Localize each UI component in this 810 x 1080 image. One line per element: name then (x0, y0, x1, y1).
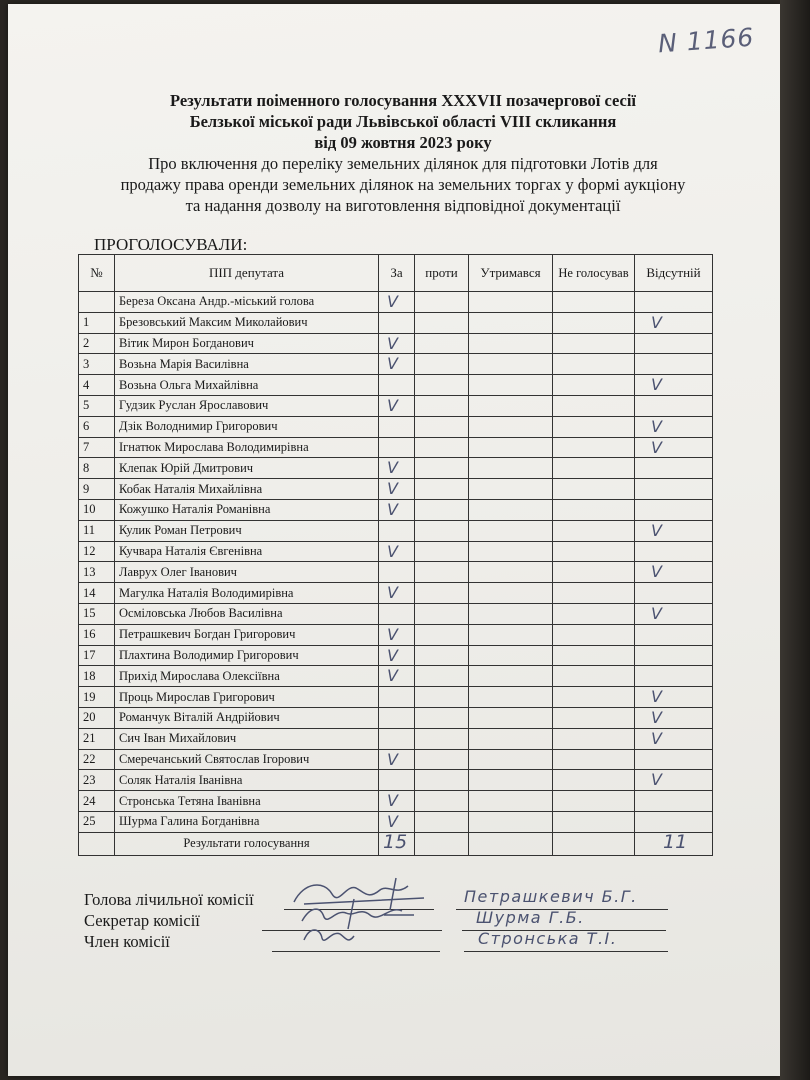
handwritten-doc-number: N 1166 (657, 22, 756, 59)
vote-cell-abstained (469, 583, 553, 604)
checkmark-icon: V (387, 749, 398, 769)
vote-cell-not-voted (553, 666, 635, 687)
vote-cell-absent (635, 687, 713, 708)
deputy-name: Кулик Роман Петрович (115, 520, 379, 541)
vote-cell-abstained (469, 312, 553, 333)
vote-cell-not-voted (553, 687, 635, 708)
vote-cell-not-voted (553, 437, 635, 458)
checkmark-icon: V (651, 437, 662, 457)
vote-cell-for (379, 333, 415, 354)
deputy-name: Прихід Мирослава Олексіївна (115, 666, 379, 687)
col-not-voted: Не голосував (553, 255, 635, 292)
vote-cell-not-voted (553, 520, 635, 541)
checkmark-icon: V (387, 583, 398, 603)
deputy-name: Лаврух Олег Іванович (115, 562, 379, 583)
table-row (79, 603, 713, 624)
vote-cell-not-voted (553, 458, 635, 479)
row-number (79, 292, 115, 313)
vote-cell-absent (635, 395, 713, 416)
row-number: 8 (79, 458, 115, 479)
vote-cell-not-voted (553, 603, 635, 624)
row-number: 25 (79, 811, 115, 832)
vote-cell-abstained (469, 375, 553, 396)
vote-cell-abstained (469, 458, 553, 479)
vote-cell-abstained (469, 499, 553, 520)
vote-cell-abstained (469, 728, 553, 749)
vote-cell-abstained (469, 292, 553, 313)
signatory-name: Шурма Г.Б. (476, 908, 585, 927)
header-date-line: від 09 жовтня 2023 року (314, 133, 492, 152)
vote-cell-abstained (469, 707, 553, 728)
checkmark-icon: V (387, 624, 398, 644)
deputy-name: Магулка Наталія Володимирівна (115, 583, 379, 604)
vote-cell-absent (635, 312, 713, 333)
vote-cell-abstained (469, 811, 553, 832)
table-row (79, 770, 713, 791)
vote-cell-for (379, 749, 415, 770)
vote-cell-against (415, 645, 469, 666)
table-row (79, 395, 713, 416)
vote-cell-against (415, 437, 469, 458)
vote-cell-not-voted (553, 770, 635, 791)
vote-cell-against (415, 811, 469, 832)
total-for-value: 15 (383, 832, 408, 853)
vote-cell-for (379, 479, 415, 500)
vote-cell-absent (635, 437, 713, 458)
signature-block (84, 887, 684, 953)
signature-row-member (84, 929, 684, 953)
checkmark-icon: V (651, 707, 662, 727)
deputy-name: Брезовський Максим Миколайович (115, 312, 379, 333)
row-number: 3 (79, 354, 115, 375)
deputy-name: Плахтина Володимир Григорович (115, 645, 379, 666)
total-cell-abstained (469, 832, 553, 855)
vote-cell-for (379, 458, 415, 479)
vote-cell-not-voted (553, 479, 635, 500)
vote-cell-for (379, 811, 415, 832)
checkmark-icon: V (651, 562, 662, 582)
row-number: 17 (79, 645, 115, 666)
vote-cell-for (379, 603, 415, 624)
vote-cell-not-voted (553, 749, 635, 770)
vote-cell-not-voted (553, 707, 635, 728)
table-row (79, 624, 713, 645)
deputy-name: Кожушко Наталія Романівна (115, 499, 379, 520)
vote-cell-abstained (469, 520, 553, 541)
table-row (79, 707, 713, 728)
table-row (79, 416, 713, 437)
checkmark-icon: V (651, 603, 662, 623)
vote-cell-abstained (469, 603, 553, 624)
vote-cell-for (379, 645, 415, 666)
vote-cell-for (379, 666, 415, 687)
signature-role: Секретар комісії (84, 911, 200, 930)
row-number: 9 (79, 479, 115, 500)
signature-line (464, 951, 668, 952)
vote-cell-for (379, 541, 415, 562)
vote-cell-for (379, 583, 415, 604)
col-absent: Відсутній (635, 255, 713, 292)
header-subject-line-3: та надання дозволу на виготовлення відповідної документації (185, 196, 621, 215)
total-cell-for (379, 832, 415, 855)
col-name: ПІП депутата (115, 255, 379, 292)
deputy-name: Стронська Тетяна Іванівна (115, 791, 379, 812)
vote-cell-for (379, 499, 415, 520)
total-cell-absent (635, 832, 713, 855)
vote-cell-against (415, 791, 469, 812)
vote-cell-for (379, 728, 415, 749)
vote-cell-not-voted (553, 312, 635, 333)
deputy-name: Романчук Віталій Андрійович (115, 707, 379, 728)
signatory-name: Петрашкевич Б.Г. (464, 887, 638, 906)
vote-cell-not-voted (553, 333, 635, 354)
vote-cell-abstained (469, 624, 553, 645)
vote-cell-not-voted (553, 354, 635, 375)
vote-cell-absent (635, 354, 713, 375)
checkmark-icon: V (387, 811, 398, 831)
vote-cell-absent (635, 666, 713, 687)
vote-cell-absent (635, 645, 713, 666)
row-number: 5 (79, 395, 115, 416)
table-row (79, 749, 713, 770)
vote-cell-against (415, 395, 469, 416)
vote-cell-against (415, 520, 469, 541)
deputy-name: Осміловська Любов Василівна (115, 603, 379, 624)
table-row (79, 583, 713, 604)
vote-cell-against (415, 499, 469, 520)
deputy-name: Вітик Мирон Богданович (115, 333, 379, 354)
vote-cell-abstained (469, 541, 553, 562)
vote-cell-for (379, 416, 415, 437)
deputy-name: Дзік Володнимир Григорович (115, 416, 379, 437)
table-row (79, 333, 713, 354)
table-row (79, 499, 713, 520)
checkmark-icon: V (387, 645, 398, 665)
vote-cell-abstained (469, 333, 553, 354)
vote-cell-abstained (469, 687, 553, 708)
table-row (79, 562, 713, 583)
col-num: № (79, 255, 115, 292)
voted-label: ПРОГОЛОСУВАЛИ: (94, 235, 248, 254)
header-subject-line-2: продажу права оренди земельних ділянок на земельних торгах у формі аукціону (120, 175, 686, 194)
checkmark-icon: V (651, 687, 662, 707)
deputy-name: Возьна Ольга Михайлівна (115, 375, 379, 396)
checkmark-icon: V (387, 791, 398, 811)
row-number: 23 (79, 770, 115, 791)
vote-cell-absent (635, 624, 713, 645)
table-body (79, 292, 713, 856)
deputy-name: Возьна Марія Василівна (115, 354, 379, 375)
row-number: 4 (79, 375, 115, 396)
vote-cell-not-voted (553, 624, 635, 645)
table-row (79, 292, 713, 313)
signatory-name: Стронська Т.І. (478, 929, 618, 948)
row-number: 6 (79, 416, 115, 437)
vote-cell-absent (635, 707, 713, 728)
vote-cell-against (415, 666, 469, 687)
row-number: 19 (79, 687, 115, 708)
vote-cell-for (379, 375, 415, 396)
checkmark-icon: V (651, 312, 662, 332)
row-number: 15 (79, 603, 115, 624)
checkmark-icon: V (387, 354, 398, 374)
table-row (79, 437, 713, 458)
vote-cell-not-voted (553, 728, 635, 749)
deputy-name: Соляк Наталія Іванівна (115, 770, 379, 791)
vote-cell-for (379, 354, 415, 375)
vote-cell-abstained (469, 645, 553, 666)
vote-cell-absent (635, 541, 713, 562)
deputy-name: Проць Мирослав Григорович (115, 687, 379, 708)
vote-cell-not-voted (553, 541, 635, 562)
vote-cell-absent (635, 479, 713, 500)
row-number: 24 (79, 791, 115, 812)
vote-cell-against (415, 624, 469, 645)
vote-cell-abstained (469, 562, 553, 583)
vote-cell-abstained (469, 354, 553, 375)
deputy-name: Смеречанський Святослав Ігорович (115, 749, 379, 770)
vote-cell-against (415, 354, 469, 375)
vote-cell-against (415, 770, 469, 791)
table-row (79, 687, 713, 708)
vote-cell-against (415, 333, 469, 354)
vote-cell-for (379, 292, 415, 313)
table-row (79, 541, 713, 562)
vote-cell-against (415, 728, 469, 749)
vote-cell-for (379, 791, 415, 812)
totals-label: Результати голосування (115, 832, 379, 855)
checkmark-icon: V (387, 395, 398, 415)
checkmark-icon: V (387, 458, 398, 478)
row-number: 21 (79, 728, 115, 749)
vote-cell-absent (635, 728, 713, 749)
vote-cell-abstained (469, 437, 553, 458)
vote-cell-not-voted (553, 645, 635, 666)
checkmark-icon: V (387, 479, 398, 499)
vote-cell-absent (635, 811, 713, 832)
total-cell-against (415, 832, 469, 855)
table-row (79, 811, 713, 832)
checkmark-icon: V (387, 541, 398, 561)
table-row (79, 479, 713, 500)
vote-cell-for (379, 707, 415, 728)
row-number: 11 (79, 520, 115, 541)
vote-cell-abstained (469, 479, 553, 500)
vote-cell-for (379, 395, 415, 416)
checkmark-icon: V (387, 499, 398, 519)
vote-cell-against (415, 416, 469, 437)
deputy-name: Петрашкевич Богдан Григорович (115, 624, 379, 645)
row-number: 18 (79, 666, 115, 687)
vote-cell-not-voted (553, 395, 635, 416)
signature-role: Голова лічильної комісії (84, 890, 254, 909)
vote-cell-against (415, 479, 469, 500)
vote-cell-for (379, 770, 415, 791)
vote-cell-for (379, 562, 415, 583)
vote-cell-abstained (469, 395, 553, 416)
table-row (79, 666, 713, 687)
vote-cell-not-voted (553, 583, 635, 604)
table-row (79, 312, 713, 333)
deputy-name: Сич Іван Михайлович (115, 728, 379, 749)
row-number: 20 (79, 707, 115, 728)
checkmark-icon: V (651, 520, 662, 540)
vote-cell-abstained (469, 416, 553, 437)
deputy-name: Клепак Юрій Дмитрович (115, 458, 379, 479)
table-row (79, 375, 713, 396)
totals-empty-cell (79, 832, 115, 855)
checkmark-icon: V (651, 770, 662, 790)
vote-cell-against (415, 603, 469, 624)
vote-cell-absent (635, 333, 713, 354)
vote-cell-against (415, 583, 469, 604)
vote-cell-absent (635, 749, 713, 770)
vote-cell-for (379, 312, 415, 333)
header-subject-line-1: Про включення до переліку земельних ділянок для підготовки Лотів для (148, 154, 658, 173)
vote-cell-absent (635, 770, 713, 791)
vote-cell-not-voted (553, 791, 635, 812)
vote-cell-absent (635, 499, 713, 520)
vote-cell-not-voted (553, 416, 635, 437)
vote-cell-abstained (469, 791, 553, 812)
row-number: 12 (79, 541, 115, 562)
vote-cell-absent (635, 458, 713, 479)
background-edge (780, 0, 810, 1080)
table-row (79, 354, 713, 375)
totals-row (79, 832, 713, 855)
row-number: 14 (79, 583, 115, 604)
checkmark-icon: V (651, 728, 662, 748)
vote-cell-against (415, 375, 469, 396)
vote-cell-absent (635, 416, 713, 437)
total-cell-not-voted (553, 832, 635, 855)
vote-cell-abstained (469, 666, 553, 687)
deputy-name: Шурма Галина Богданівна (115, 811, 379, 832)
table-row (79, 520, 713, 541)
vote-cell-not-voted (553, 562, 635, 583)
row-number: 10 (79, 499, 115, 520)
vote-cell-for (379, 520, 415, 541)
checkmark-icon: V (387, 666, 398, 686)
vote-cell-not-voted (553, 811, 635, 832)
row-number: 1 (79, 312, 115, 333)
vote-cell-absent (635, 791, 713, 812)
table-row (79, 645, 713, 666)
header-title-line: Результати поіменного голосування XXXVII позачергової сесії (170, 91, 636, 110)
vote-cell-absent (635, 583, 713, 604)
handwritten-signature (298, 916, 358, 952)
table-header-row (79, 255, 713, 292)
deputy-name: Кобак Наталія Михайлівна (115, 479, 379, 500)
vote-cell-absent (635, 520, 713, 541)
vote-cell-against (415, 458, 469, 479)
col-against: проти (415, 255, 469, 292)
row-number: 7 (79, 437, 115, 458)
row-number: 16 (79, 624, 115, 645)
deputy-name: Ігнатюк Мирослава Володимирівна (115, 437, 379, 458)
vote-cell-abstained (469, 770, 553, 791)
vote-cell-not-voted (553, 375, 635, 396)
vote-cell-against (415, 312, 469, 333)
col-abstained: Утримався (469, 255, 553, 292)
checkmark-icon: V (387, 292, 398, 311)
vote-cell-against (415, 749, 469, 770)
voting-table (78, 254, 713, 856)
table-row (79, 791, 713, 812)
vote-cell-for (379, 687, 415, 708)
vote-cell-against (415, 541, 469, 562)
checkmark-icon: V (387, 333, 398, 353)
vote-cell-absent (635, 292, 713, 313)
deputy-name: Кучвара Наталія Євгенівна (115, 541, 379, 562)
checkmark-icon: V (651, 416, 662, 436)
vote-cell-against (415, 687, 469, 708)
vote-cell-against (415, 707, 469, 728)
vote-cell-not-voted (553, 292, 635, 313)
header-council-line: Белзької міської ради Львівської області VIII скликання (189, 112, 617, 131)
vote-cell-absent (635, 562, 713, 583)
row-number: 22 (79, 749, 115, 770)
vote-cell-for (379, 624, 415, 645)
deputy-name: Береза Оксана Андр.-міський голова (115, 292, 379, 313)
vote-cell-against (415, 292, 469, 313)
checkmark-icon: V (651, 375, 662, 395)
signature-role: Член комісії (84, 932, 170, 951)
col-for: За (379, 255, 415, 292)
vote-cell-not-voted (553, 499, 635, 520)
vote-cell-against (415, 562, 469, 583)
deputy-name: Гудзик Руслан Ярославович (115, 395, 379, 416)
row-number: 13 (79, 562, 115, 583)
table-row (79, 728, 713, 749)
row-number: 2 (79, 333, 115, 354)
vote-cell-absent (635, 375, 713, 396)
vote-cell-absent (635, 603, 713, 624)
vote-cell-for (379, 437, 415, 458)
document-header (98, 90, 708, 216)
vote-cell-abstained (469, 749, 553, 770)
total-absent-value: 11 (663, 832, 688, 853)
table-row (79, 458, 713, 479)
